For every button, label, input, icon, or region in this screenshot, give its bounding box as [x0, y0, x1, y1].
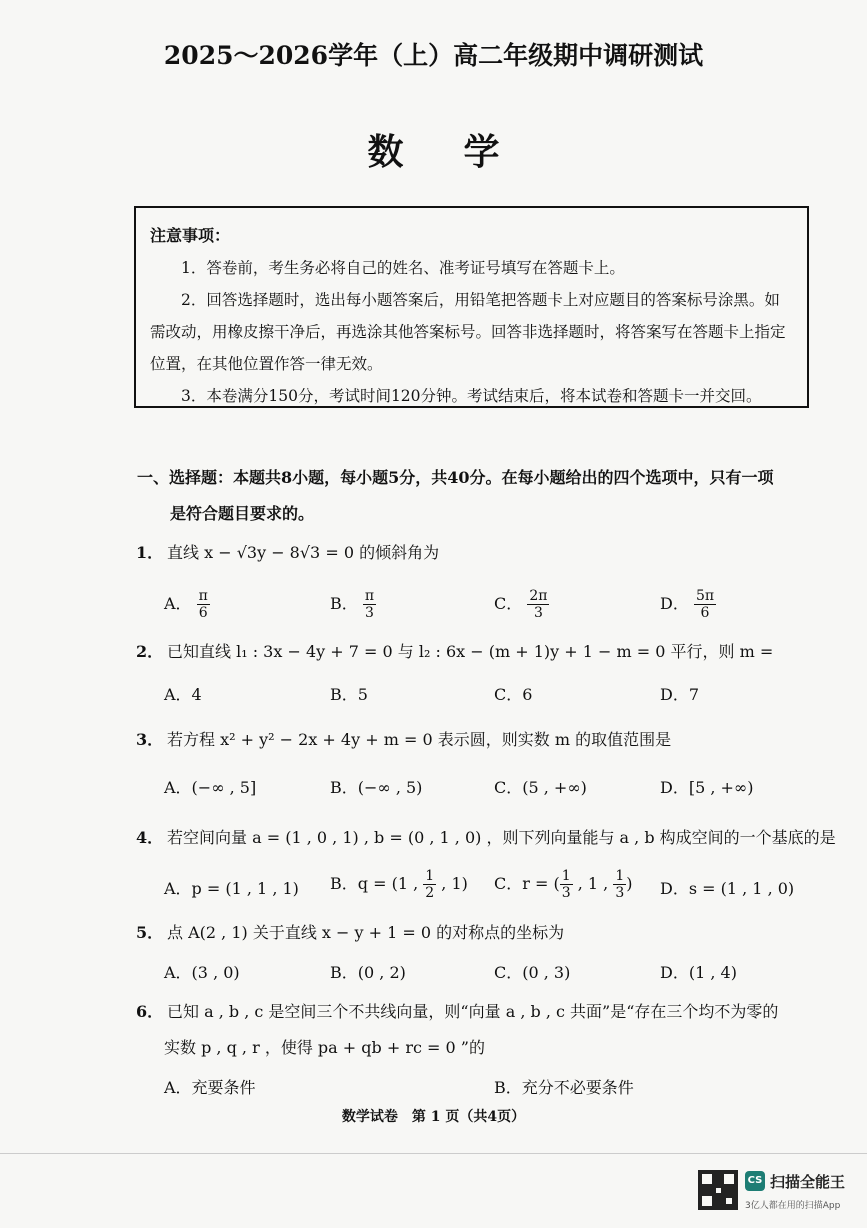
camscanner-tagline: 3亿人都在用的扫描App	[745, 1201, 841, 1211]
fraction: $\frac{\pi}{6}$	[198, 588, 208, 621]
option-a: A．充要条件	[164, 1078, 256, 1097]
option-a: A．(3 , 0)	[164, 963, 240, 982]
fraction: $\frac{1}{2}$	[425, 868, 435, 901]
question-number: 2．	[136, 642, 164, 661]
question-number: 3．	[136, 730, 164, 749]
option-a: A．4	[164, 685, 202, 704]
option-label: D．	[660, 594, 689, 613]
option-tail: )	[626, 874, 633, 893]
question-stem: 点 A(2 , 1) 关于直线 x − y + 1 = 0 的对称点的坐标为	[167, 923, 565, 942]
exam-title: 2025～2026学年（上）高二年级期中调研测试	[163, 41, 704, 70]
camscanner-logo-icon: CS	[745, 1171, 765, 1191]
notice-item: 1．答卷前，考生务必将自己的姓名、准考证号填写在答题卡上。	[181, 259, 625, 277]
option-b: B．(0 , 2)	[330, 963, 406, 982]
option-d: D．7	[660, 685, 700, 704]
option-d: D．(1 , 4)	[660, 963, 737, 982]
notice-box	[134, 206, 809, 408]
question-stem-continued: 实数 p , q , r ，使得 pa + qb + rc = 0 ”的	[164, 1038, 485, 1057]
camscanner-name: 扫描全能王	[770, 1173, 846, 1191]
section-line-1: 一、选择题：本题共8小题，每小题5分，共40分。在每小题给出的四个选项中，只有一项	[137, 468, 774, 487]
option-label: B．q = (1 ,	[330, 874, 424, 893]
notice-item: 3．本卷满分150分，考试时间120分钟。考试结束后，将本试卷和答题卡一并交回。	[181, 387, 762, 405]
option-a: A．p = (1 , 1 , 1)	[164, 879, 299, 898]
option-label: C．r = (	[494, 874, 560, 893]
option-b	[330, 868, 468, 901]
qr-code-icon	[698, 1170, 738, 1210]
option-d: D．s = (1 , 1 , 0)	[660, 879, 795, 898]
question-number: 1．	[136, 543, 164, 562]
question-stem: 直线 x − √3y − 8√3 = 0 的倾斜角为	[167, 543, 440, 562]
option-b	[330, 588, 376, 621]
option-c	[494, 868, 633, 901]
section-line-2: 是符合题目要求的。	[170, 504, 315, 523]
page-footer: 数学试卷 第 1 页（共4页）	[341, 1109, 526, 1125]
question-stem: 若方程 x² + y² − 2x + 4y + m = 0 表示圆，则实数 m 的取值范围是	[167, 730, 672, 749]
option-b: B．充分不必要条件	[494, 1078, 634, 1097]
notice-title: 注意事项：	[150, 226, 231, 245]
option-a	[164, 588, 210, 621]
question-stem: 已知 a , b , c 是空间三个不共线向量，则“向量 a , b , c 共面”是“存在三个均不为零的	[167, 1002, 779, 1021]
option-tail: , 1)	[436, 874, 468, 893]
question-number: 6．	[136, 1002, 164, 1021]
fraction: $\frac{2\pi}{3}$	[529, 588, 548, 621]
option-d: D．[5 , +∞)	[660, 778, 754, 797]
option-c: C．(5 , +∞)	[494, 778, 587, 797]
option-b: B．5	[330, 685, 368, 704]
subject-title: 数学	[367, 131, 560, 173]
divider	[0, 1153, 867, 1162]
notice-item: 2．回答选择题时，选出每小题答案后，用铅笔把答题卡上对应题目的答案标号涂黑。如需改动，用橡皮擦干净后，再选涂其他答案标号。回答非选择题时，将答案写在答题卡上指定位置，在其他位置作答一律无效。	[150, 291, 786, 373]
question-number: 5．	[136, 923, 164, 942]
question-stem: 已知直线 l₁ : 3x − 4y + 7 = 0 与 l₂ : 6x − (m + 1)y + 1 − m = 0 平行，则 m =	[167, 642, 774, 661]
option-label: A．	[164, 594, 192, 613]
option-label: C．	[494, 594, 523, 613]
option-c: C．(0 , 3)	[494, 963, 571, 982]
option-c: C．6	[494, 685, 533, 704]
option-a: A．(−∞ , 5]	[164, 778, 257, 797]
fraction: $\frac{\pi}{3}$	[364, 588, 375, 621]
fraction: $\frac{5\pi}{6}$	[695, 588, 715, 621]
fraction: $\frac{1}{3}$	[561, 868, 571, 901]
section-heading	[137, 460, 817, 532]
option-label: B．	[330, 594, 358, 613]
question-number: 4．	[136, 828, 164, 847]
option-c	[494, 588, 549, 621]
option-b: B．(−∞ , 5)	[330, 778, 423, 797]
option-mid: , 1 ,	[572, 874, 614, 893]
question-stem: 若空间向量 a = (1 , 0 , 1) , b = (0 , 1 , 0) ，则下列向量能与 a , b 构成空间的一个基底的是	[167, 828, 836, 847]
option-d	[660, 588, 716, 621]
fraction: $\frac{1}{3}$	[615, 868, 625, 901]
